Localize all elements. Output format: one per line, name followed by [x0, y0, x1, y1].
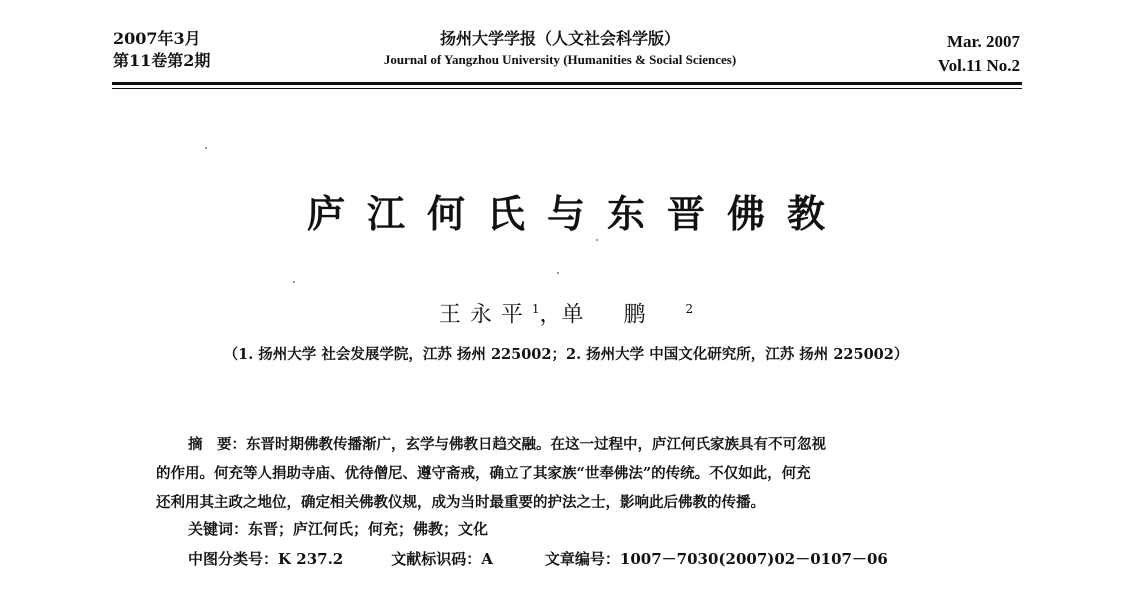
abstract-label: 摘 要： [188, 436, 246, 453]
article-title: 庐江何氏与东晋佛教 [306, 191, 847, 236]
scan-speck [205, 147, 207, 149]
author-2-superscript: 2 [685, 302, 694, 316]
header-date-en: Mar. 2007 [946, 32, 1020, 51]
author-2-name: 单鹏 [561, 302, 686, 328]
header-issue-cn: 第11卷第2期 [113, 51, 211, 70]
scan-speck [596, 239, 598, 241]
abstract-line-3: 还利用其主政之地位，确定相关佛教仪规，成为当时最重要的护法之士，影响此后佛教的传播。 [156, 494, 765, 511]
classification-row [188, 547, 888, 571]
author-1-superscript: 1 [531, 302, 540, 316]
header-right [938, 30, 1020, 78]
author-line [0, 293, 1132, 331]
clc-value: K 237.2 [278, 550, 344, 568]
header-left [113, 28, 210, 72]
abstract-text-1: 东晋时期佛教传播渐广，玄学与佛教日趋交融。在这一过程中，庐江何氏家族具有不可忽视 [246, 436, 826, 453]
header-center [300, 28, 820, 70]
abstract-line-2: 的作用。何充等人捐助寺庙、优待僧尼、遵守斋戒，确立了其家族“世奉佛法”的传统。不仅如此，何充 [156, 465, 811, 482]
keywords-value: 东晋；庐江何氏；何充；佛教；文化 [248, 520, 489, 538]
abstract [156, 430, 1006, 517]
article-number-value: 1007－7030(2007)02－0107－06 [619, 550, 888, 568]
scan-speck [557, 272, 559, 274]
header-rule-thick [112, 82, 1022, 85]
doc-code-value: A [481, 550, 493, 568]
clc-label: 中图分类号： [188, 550, 279, 568]
journal-title-en: Journal of Yangzhou University (Humanities & Social Sciences) [383, 52, 737, 67]
keywords-label: 关键词： [188, 520, 249, 538]
journal-title-cn: 扬州大学学报（人文社会科学版） [439, 29, 680, 48]
keywords-row [188, 517, 488, 541]
doc-code-label: 文献标识码： [391, 550, 482, 568]
affiliation: （1. 扬州大学 社会发展学院，江苏 扬州 225002；2. 扬州大学 中国文化研究所，江苏 扬州 225002） [223, 346, 909, 363]
article-number-label: 文章编号： [544, 550, 620, 568]
author-separator: ， [539, 302, 562, 328]
header-date-cn: 2007年3月 [113, 29, 201, 48]
scan-speck [293, 281, 295, 283]
abstract-line-1 [156, 430, 1006, 459]
header-rule-thin [112, 88, 1022, 89]
header-issue-en: Vol.11 No.2 [937, 56, 1020, 75]
author-1-name: 王永平 [438, 302, 532, 328]
